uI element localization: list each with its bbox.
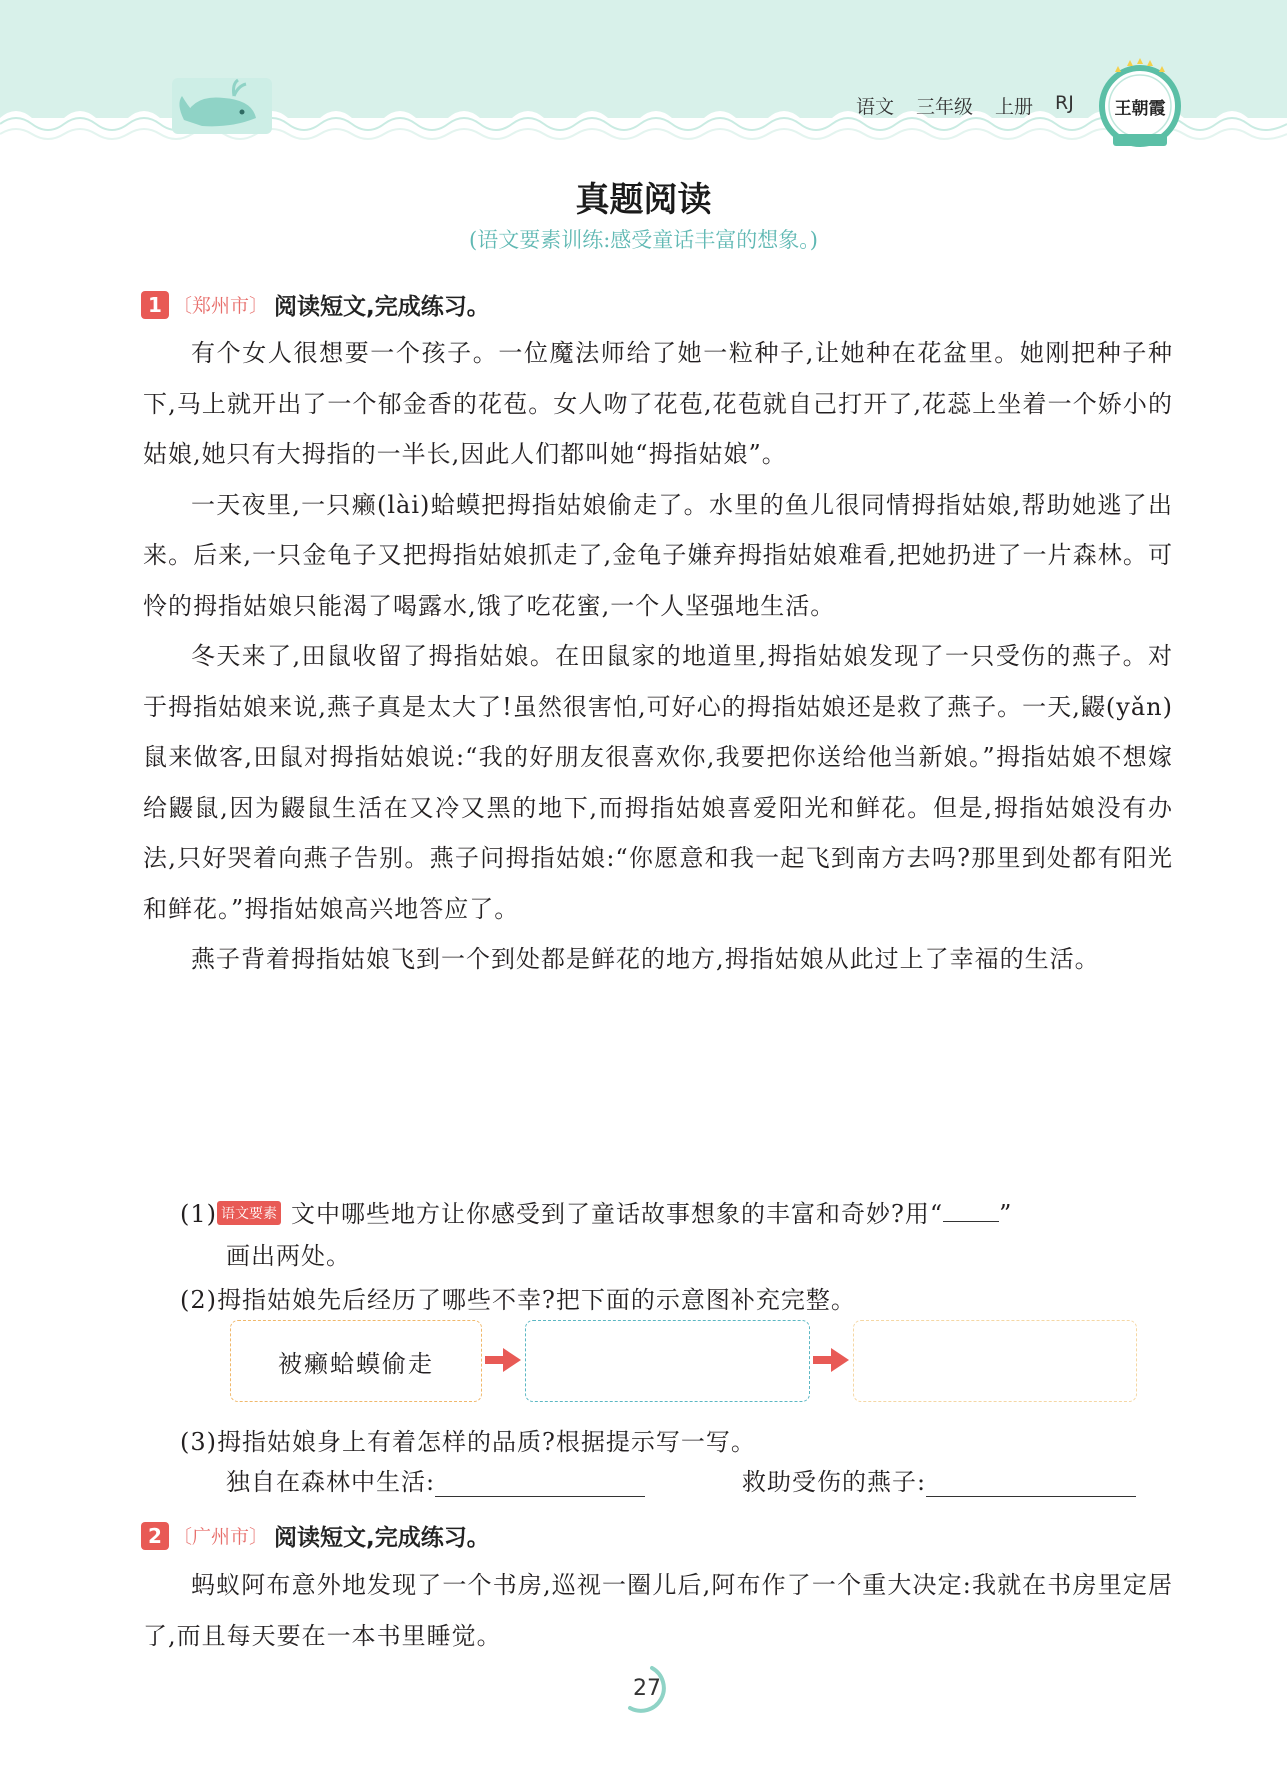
answer-line[interactable] xyxy=(926,1472,1136,1497)
whale-icon xyxy=(172,74,272,134)
arrow-right-icon xyxy=(813,1348,849,1372)
sub-question-number: (3) xyxy=(180,1428,217,1456)
underline-sample xyxy=(943,1201,999,1222)
sub-question-number: (1) xyxy=(180,1200,217,1228)
q2-passage xyxy=(143,1560,1173,1661)
page-title: 真题阅读 xyxy=(575,180,712,220)
sub-question-text: 拇指姑娘身上有着怎样的品质?根据提示写一写。 xyxy=(217,1428,756,1456)
sub-question-2 xyxy=(180,1280,856,1315)
q1-passage xyxy=(143,328,1173,985)
question-number: 2 xyxy=(141,1522,169,1550)
page-subtitle: (语文要素训练:感受童话丰富的想象。) xyxy=(469,228,818,252)
question-1-header xyxy=(141,288,490,321)
sub-question-3 xyxy=(180,1422,756,1457)
sub-question-text: 拇指姑娘先后经历了哪些不幸?把下面的示意图补充完整。 xyxy=(217,1286,856,1314)
answer-line[interactable] xyxy=(435,1472,645,1497)
prompt-swallow xyxy=(742,1462,1136,1497)
paragraph: 有个女人很想要一个孩子。一位魔法师给了她一粒种子,让她种在花盆里。她刚把种子种下,马上就开出了一个郁金香的花苞。女人吻了花苞,花苞就自己打开了,花蕊上坐着一个娇小的姑娘,她只有大拇指的一半长,因此人们都叫她“拇指姑娘”。 xyxy=(143,339,1173,468)
sub-question-number: (2) xyxy=(180,1286,217,1314)
page-number: 27 xyxy=(633,1676,661,1701)
grade-label: 三年级 xyxy=(916,96,974,118)
question-number: 1 xyxy=(141,291,169,319)
sub-question-quote-close: ” xyxy=(999,1200,1013,1228)
volume-label: 上册 xyxy=(995,96,1034,118)
question-2-header xyxy=(141,1519,490,1552)
question-instruction: 阅读短文,完成练习。 xyxy=(274,1525,490,1551)
element-tag: 语文要素 xyxy=(217,1201,281,1225)
question-source: 〔郑州市〕 xyxy=(173,295,269,317)
subject-label: 语文 xyxy=(856,96,895,118)
paragraph: 蚂蚁阿布意外地发现了一个书房,巡视一圈儿后,阿布作了一个重大决定:我就在书房里定居了,而且每天要在一本书里睡觉。 xyxy=(143,1571,1173,1650)
sub-question-1 xyxy=(180,1194,1012,1229)
prompt-label: 独自在森林中生活: xyxy=(226,1468,436,1496)
brand-name: 王朝霞 xyxy=(1114,99,1166,119)
prompt-label: 救助受伤的燕子: xyxy=(742,1468,927,1496)
diagram-box-1: 被癞蛤蟆偷走 xyxy=(230,1320,482,1402)
paragraph: 燕子背着拇指姑娘飞到一个到处都是鲜花的地方,拇指姑娘从此过上了幸福的生活。 xyxy=(191,945,1100,973)
edition-label: RJ xyxy=(1055,92,1074,114)
arrow-right-icon xyxy=(485,1348,521,1372)
sub-question-1-continued: 画出两处。 xyxy=(226,1242,351,1270)
question-instruction: 阅读短文,完成练习。 xyxy=(274,294,490,320)
diagram-box-3[interactable] xyxy=(853,1320,1137,1402)
paragraph: 冬天来了,田鼠收留了拇指姑娘。在田鼠家的地道里,拇指姑娘发现了一只受伤的燕子。对于拇指姑娘来说,燕子真是太大了!虽然很害怕,可好心的拇指姑娘还是救了燕子。一天,鼹(yǎn)鼠来做客,田鼠对拇指姑娘说:“我的好朋友很喜欢你,我要把你送给他当新娘。”拇指姑娘不想嫁给鼹鼠,因为鼹鼠生活在又冷又黑的地下,而拇指姑娘喜爱阳光和鲜花。但是,拇指姑娘没有办法,只好哭着向燕子告别。燕子问拇指姑娘:“你愿意和我一起飞到南方去吗?那里到处都有阳光和鲜花。”拇指姑娘高兴地答应了。 xyxy=(143,642,1173,923)
question-source: 〔广州市〕 xyxy=(173,1526,269,1548)
paragraph: 一天夜里,一只癞(lài)蛤蟆把拇指姑娘偷走了。水里的鱼儿很同情拇指姑娘,帮助她逃了出来。后来,一只金龟子又把拇指姑娘抓走了,金龟子嫌弃拇指姑娘难看,把她扔进了一片森林。可怜的拇指姑娘只能渴了喝露水,饿了吃花蜜,一个人坚强地生活。 xyxy=(143,490,1173,620)
subject-info xyxy=(856,92,1074,119)
prompt-forest xyxy=(226,1462,645,1497)
sub-question-text: 文中哪些地方让你感受到了童话故事想象的丰富和奇妙?用“ xyxy=(291,1200,944,1228)
diagram-box-2[interactable] xyxy=(525,1320,810,1402)
